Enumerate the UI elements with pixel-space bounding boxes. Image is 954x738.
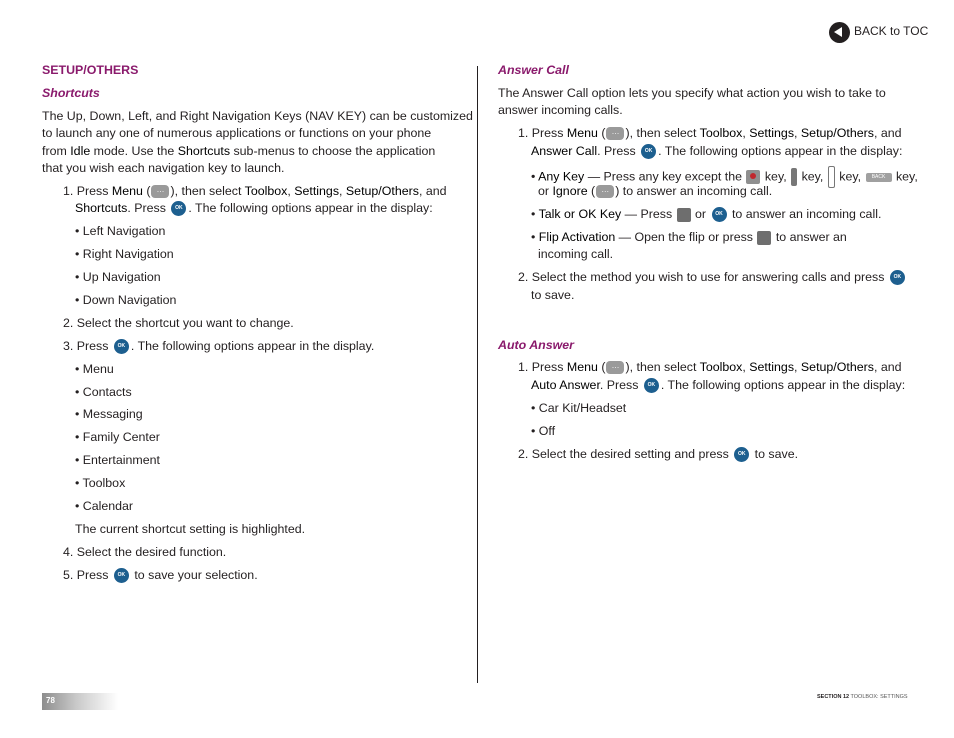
page-number: 78 <box>46 696 55 705</box>
answer-intro-2: answer incoming calls. <box>498 103 623 117</box>
auto-answer-title: Auto Answer <box>498 338 574 352</box>
function-option: • Menu <box>75 362 114 376</box>
answer-step-1: 1. Press Menu ( … ), then select Toolbox, Settings, Setup/Others, and <box>518 126 902 140</box>
function-option: • Messaging <box>75 407 143 421</box>
auto-step-1-cont: Auto Answer. Press OK . The following options appear in the display: <box>531 378 906 392</box>
nav-option: • Down Navigation <box>75 293 177 307</box>
ok-key-icon: OK <box>644 378 659 393</box>
function-option: • Calendar <box>75 499 134 513</box>
intro-line-4: that you wish each navigation key to launch. <box>42 161 285 175</box>
nav-option: • Right Navigation <box>75 247 174 261</box>
any-key-option-cont: or Ignore ( … ) to answer an incoming call. <box>538 184 773 198</box>
talk-key-icon <box>757 231 771 245</box>
intro-line-3: from Idle mode. Use the Shortcuts sub-menus to choose the application <box>42 144 436 158</box>
flip-option-cont: incoming call. <box>538 247 614 261</box>
step-1-cont: Shortcuts. Press OK . The following options appear in the display: <box>75 201 433 215</box>
ok-key-icon: OK <box>712 207 727 222</box>
answer-call-title: Answer Call <box>498 63 569 77</box>
answer-intro-1: The Answer Call option lets you specify what action you wish to take to <box>498 86 886 100</box>
back-key-icon: BACK <box>866 173 892 182</box>
menu-key-icon: … <box>596 185 614 198</box>
ok-key-icon: OK <box>890 270 905 285</box>
answer-step-1-cont: Answer Call. Press OK . The following options appear in the display: <box>531 144 903 158</box>
step-2: 2. Select the shortcut you want to change. <box>63 316 294 330</box>
menu-key-icon: … <box>606 361 624 374</box>
auto-step-2: 2. Select the desired setting and press OK to save. <box>518 447 799 461</box>
intro-line-2: to launch any one of numerous applications or functions on your phone <box>42 126 432 140</box>
column-divider <box>477 66 478 683</box>
back-arrow-icon[interactable] <box>829 22 850 43</box>
talk-key-icon <box>677 208 691 222</box>
any-key-option: • Any Key — Press any key except the key, key, key, BACK key, <box>531 166 918 188</box>
side-key-icon <box>791 168 797 186</box>
auto-option: • Car Kit/Headset <box>531 401 627 415</box>
auto-option: • Off <box>531 424 556 438</box>
function-option: • Contacts <box>75 385 132 399</box>
nav-option: • Up Navigation <box>75 270 161 284</box>
talk-ok-option: • Talk or OK Key — Press or OK to answer an incoming call. <box>531 207 882 221</box>
menu-key-icon: … <box>606 127 624 140</box>
note: The current shortcut setting is highlighted. <box>75 522 306 536</box>
end-key-icon <box>746 170 760 184</box>
footer-section: SECTION 12 TOOLBOX: SETTINGS <box>817 694 908 700</box>
flip-option: • Flip Activation — Open the flip or press to answer an <box>531 230 847 244</box>
function-option: • Entertainment <box>75 453 160 467</box>
ok-key-icon: OK <box>114 568 129 583</box>
function-option: • Toolbox <box>75 476 126 490</box>
ok-key-icon: OK <box>114 339 129 354</box>
volume-key-icon <box>828 166 835 188</box>
answer-step-2: 2. Select the method you wish to use for answering calls and press OK <box>518 269 907 286</box>
step-4: 4. Select the desired function. <box>63 545 227 559</box>
ok-key-icon: OK <box>641 144 656 159</box>
function-option: • Family Center <box>75 430 160 444</box>
menu-key-icon: … <box>151 185 169 198</box>
back-to-toc-link[interactable]: BACK to TOC <box>854 24 929 38</box>
nav-option: • Left Navigation <box>75 224 166 238</box>
subsection-title: Shortcuts <box>42 86 100 100</box>
section-title: SETUP/OTHERS <box>42 63 139 77</box>
step-3: 3. Press OK . The following options appear in the display. <box>63 339 375 353</box>
intro-line-1: The Up, Down, Left, and Right Navigation Keys (NAV KEY) can be customized <box>42 109 473 123</box>
ok-key-icon: OK <box>171 201 186 216</box>
auto-step-1: 1. Press Menu ( … ), then select Toolbox, Settings, Setup/Others, and <box>518 360 902 374</box>
step-1: 1. Press Menu ( … ), then select Toolbox, Settings, Setup/Others, and <box>63 184 447 198</box>
answer-step-2-cont: to save. <box>531 288 575 302</box>
ok-key-icon: OK <box>734 447 749 462</box>
step-5: 5. Press OK to save your selection. <box>63 568 258 582</box>
